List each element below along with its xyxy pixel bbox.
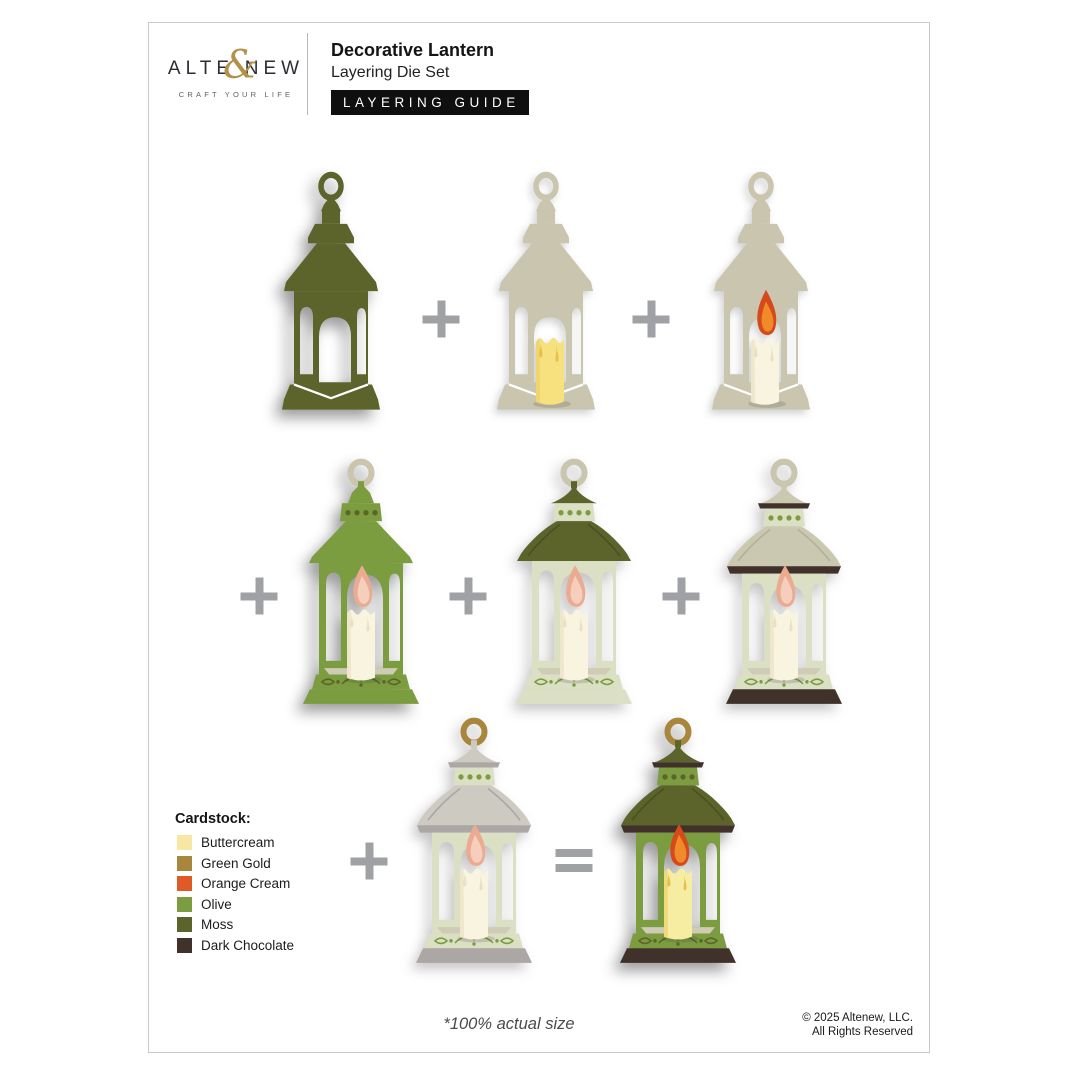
page [148, 22, 930, 1053]
plus-icon [241, 578, 278, 615]
color-swatch-moss [177, 917, 192, 932]
legend-item [177, 897, 294, 912]
plus-icon [423, 301, 460, 338]
copyright-line2: All Rights Reserved [812, 1026, 913, 1038]
legend-label: Olive [201, 896, 232, 912]
color-swatch-orange-cream [177, 876, 192, 891]
page-subtitle: Layering Die Set [331, 64, 450, 81]
lantern-step-1-moss-silhouette [256, 168, 406, 418]
equals-icon [556, 848, 593, 874]
plus-icon [663, 578, 700, 615]
legend-label: Orange Cream [201, 876, 291, 891]
legend-label: Dark Chocolate [201, 937, 295, 953]
legend-title: Cardstock: [175, 811, 251, 827]
legend-item [177, 938, 294, 953]
title-block [331, 39, 529, 115]
legend-label: Moss [201, 917, 234, 932]
brand-end: NEW [244, 58, 305, 79]
brand-name [165, 39, 307, 88]
altenew-logo [165, 39, 307, 99]
cardstock-legend-items [175, 835, 294, 953]
lantern-step-4-olive [286, 456, 436, 711]
brand-tagline: CRAFT YOUR LIFE [178, 90, 294, 99]
cardstock-legend [175, 811, 294, 958]
legend-item [177, 835, 294, 850]
ampersand-glyph: & [223, 43, 258, 88]
actual-size-note: *100% actual size [443, 1015, 575, 1033]
plus-icon [450, 578, 487, 615]
copyright [802, 1011, 913, 1039]
legend-item [177, 917, 294, 932]
header-divider [307, 33, 308, 115]
lantern-step-3-frame-flame [686, 168, 836, 418]
color-swatch-buttercream [177, 835, 192, 850]
lantern-final-result [603, 715, 753, 970]
lantern-step-7-gold-ring [399, 715, 549, 970]
layering-guide-badge: LAYERING GUIDE [331, 90, 529, 115]
legend-item [177, 876, 294, 891]
plus-icon [351, 843, 388, 880]
plus-icon [633, 301, 670, 338]
page-title: Decorative Lantern [331, 40, 495, 60]
lantern-step-2-frame-candle [471, 168, 621, 418]
legend-label: Green Gold [201, 855, 271, 871]
lantern-step-6-chocolate-trim [709, 456, 859, 711]
color-swatch-green-gold [177, 856, 192, 871]
color-swatch-dark-chocolate [177, 938, 192, 953]
legend-label: Buttercream [201, 835, 275, 850]
lantern-step-5-moss-roof [499, 456, 649, 711]
color-swatch-olive [177, 897, 192, 912]
copyright-line1: © 2025 Altenew, LLC. [802, 1012, 913, 1024]
brand-start: ALTE [167, 58, 235, 79]
legend-item [177, 856, 294, 871]
